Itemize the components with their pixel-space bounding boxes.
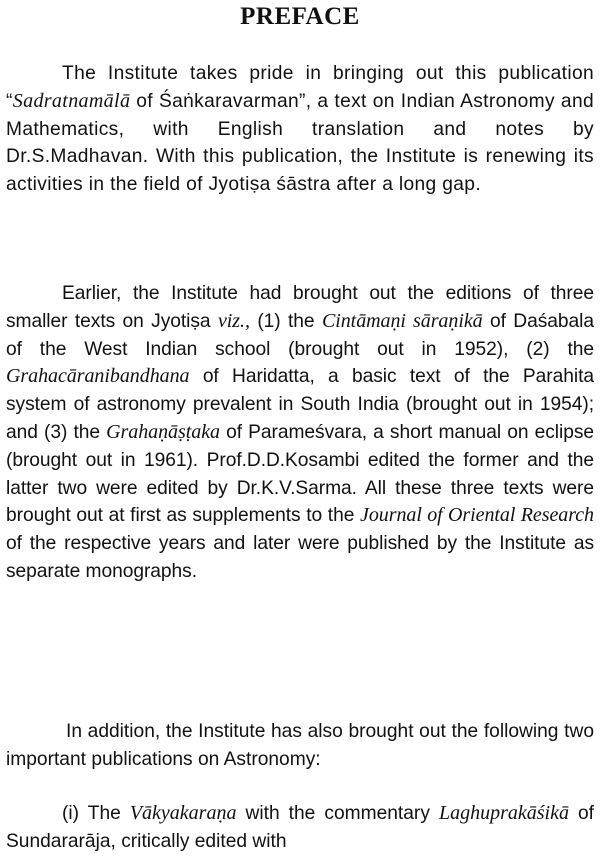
paragraph-earlier-editions	[6, 280, 594, 586]
italic-title: Grahacāranibandhana	[6, 365, 190, 388]
paragraph-text: of Parameśvara, a short manual on eclipse (brought out in 1961). Prof.D.D.Kosambi edited the former and the latter two were edited by Dr.K.V.Sarma. All these three texts were brought out at first as supplements to the	[6, 421, 594, 527]
paragraph-text: of Daśabala of the West Indian school (brought out in 1952), (2) the	[6, 310, 594, 360]
paragraph-text: (i) The	[62, 803, 130, 824]
paragraph-text: of Haridatta, a basic text of the Parahita system of astronomy prevalent in South India (brought out in 1954); and (3) the	[6, 366, 594, 443]
italic-title: Cintāmaṇi sāraṇikā	[321, 309, 483, 332]
paragraph-text: Earlier, the Institute had brought out the editions of three smaller texts on Jyotiṣa	[6, 283, 594, 332]
paragraph-text: The Institute takes pride in bringing out this publication “	[6, 63, 594, 112]
italic-title: Vākyakaraṇa	[129, 802, 237, 824]
paragraph-text: In addition, the Institute has also brought out the following two important publications on Astronomy:	[6, 721, 594, 770]
paragraph-intro	[6, 60, 594, 199]
italic-title: Journal of Oriental Research	[360, 504, 595, 527]
italic-title: Grahaṇāṣṭaka	[106, 420, 220, 443]
italic-title: Sadratnamālā	[12, 89, 131, 112]
italic-title: Laghuprakāśikā	[438, 802, 569, 824]
paragraph-text: (1) the	[249, 310, 322, 332]
italic-term: viz.,	[217, 309, 250, 332]
paragraph-text: with the commentary	[236, 803, 439, 824]
paragraph-text: of Sundararāja, critically edited with	[6, 803, 594, 852]
paragraph-additional-publications	[6, 718, 594, 774]
paragraph-text: of Śaṅkaravarman”, a text on Indian Astronomy and Mathematics, with English translation and notes by Dr.S.Madhavan. With this publication, the Institute is renewing its activities in the field of Jyotiṣa śāstra after a long gap.	[6, 90, 594, 196]
paragraph-text: of the respective years and later were published by the Institute as separate monographs.	[6, 533, 594, 582]
paragraph-list-item-i	[6, 800, 594, 856]
page-title: PREFACE	[240, 3, 360, 30]
